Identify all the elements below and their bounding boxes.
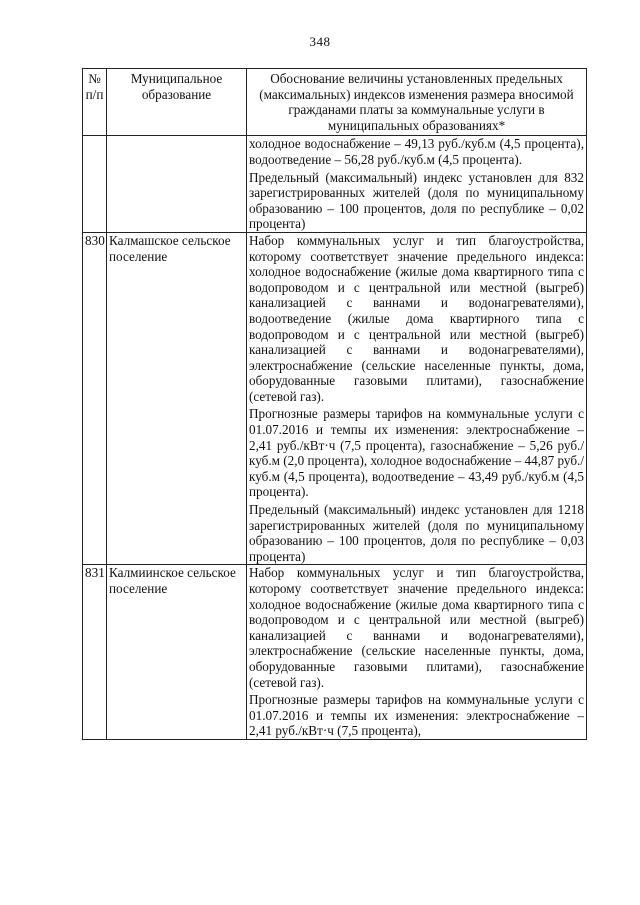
justification-paragraph: Прогнозные размеры тарифов на коммунальные услуги с 01.07.2016 и темпы их изменения: электроснабжение – 2,41 руб./кВт·ч (7,5 процента), газоснабжение – 5,26 руб./куб.м (2,0 процента), холодное водоснабжение – 44,87 руб./куб.м (4,5 процента), водоотведение – 43,49 руб./куб.м (4,5 процента). bbox=[249, 406, 584, 500]
row-justification bbox=[247, 136, 587, 233]
table-row bbox=[83, 565, 587, 740]
header-municipality: Муниципальное образование bbox=[107, 69, 247, 136]
page-number: 348 bbox=[309, 34, 331, 49]
table-header-row bbox=[83, 69, 587, 136]
justification-paragraph: Прогнозные размеры тарифов на коммунальные услуги с 01.07.2016 и темпы их изменения: электроснабжение – 2,41 руб./кВт·ч (7,5 процента), bbox=[249, 692, 584, 739]
row-number: 831 bbox=[83, 565, 107, 740]
justification-paragraph: Набор коммунальных услуг и тип благоустройства, которому соответствует значение предельного индекса: холодное водоснабжение (жилые дома квартирного типа с водопроводом и с центральной или местной (выгреб) канализацией с ваннами и водонагревателями), водоотведение (жилые дома квартирного типа с водопроводом и с центральной или местной (выгреб) канализацией с ваннами и водонагревателями), электроснабжение (сельские населенные пункты, дома, оборудованные газовыми плитами), газоснабжение (сетевой газ). bbox=[249, 232, 584, 404]
row-number: 830 bbox=[83, 232, 107, 564]
tariff-justification-table bbox=[82, 68, 587, 740]
row-number bbox=[83, 136, 107, 233]
justification-paragraph: холодное водоснабжение – 49,13 руб./куб.м (4,5 процента), водоотведение – 56,28 руб./куб.м (4,5 процента). bbox=[249, 136, 584, 167]
header-justification: Обоснование величины установленных предельных (максимальных) индексов изменения размера вносимой гражданами платы за коммунальные услуги в муниципальных образованиях* bbox=[247, 69, 587, 136]
row-municipality bbox=[107, 136, 247, 233]
row-justification bbox=[247, 232, 587, 564]
justification-paragraph: Предельный (максимальный) индекс установлен для 832 зарегистрированных жителей (доля по муниципальному образованию – 100 процентов, доля по республике – 0,02 процента) bbox=[249, 169, 584, 232]
row-municipality: Калмиинское сельское поселение bbox=[107, 565, 247, 740]
table-row bbox=[83, 232, 587, 564]
header-number: № п/п bbox=[83, 69, 107, 136]
justification-paragraph: Набор коммунальных услуг и тип благоустройства, которому соответствует значение предельного индекса: холодное водоснабжение (жилые дома квартирного типа с водопроводом и с центральной или местной (выгреб) канализацией с ваннами и водонагревателями), электроснабжение (сельские населенные пункты, дома, оборудованные газовыми плитами), газоснабжение (сетевой газ). bbox=[249, 565, 584, 690]
justification-paragraph: Предельный (максимальный) индекс установлен для 1218 зарегистрированных жителей (доля по муниципальному образованию – 100 процентов, доля по республике – 0,03 процента) bbox=[249, 502, 584, 564]
row-municipality: Калмашское сельское поселение bbox=[107, 232, 247, 564]
row-justification bbox=[247, 565, 587, 740]
table-row bbox=[83, 136, 587, 233]
